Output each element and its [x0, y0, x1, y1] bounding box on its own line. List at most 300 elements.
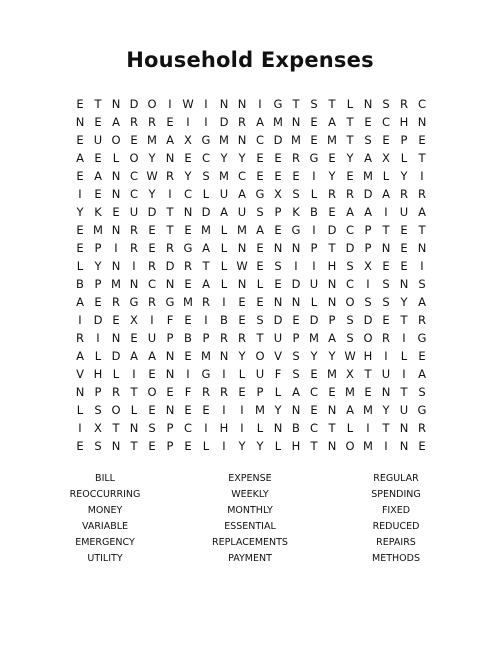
grid-letter: R [202, 385, 210, 399]
grid-letter: N [399, 439, 409, 453]
grid-letter: R [220, 385, 228, 399]
page-title: Household Expenses [126, 48, 374, 72]
grid-letter: P [94, 277, 102, 291]
grid-letter: E [274, 151, 282, 165]
grid-letter: H [291, 439, 301, 453]
grid-letter: I [312, 169, 316, 183]
grid-letter: S [346, 259, 354, 273]
grid-letter: O [363, 331, 373, 345]
grid-letter: U [219, 187, 229, 201]
grid-letter: M [309, 331, 319, 345]
grid-letter: C [255, 133, 265, 147]
grid-letter: E [76, 133, 84, 147]
grid-letter: A [202, 277, 210, 291]
grid-letter: C [345, 223, 355, 237]
grid-letter: S [418, 277, 426, 291]
grid-letter: D [201, 205, 211, 219]
grid-letter: N [75, 115, 85, 129]
grid-letter: E [184, 403, 192, 417]
grid-letter: N [417, 115, 427, 129]
grid-letter: A [256, 115, 264, 129]
grid-row [71, 185, 431, 203]
grid-letter: I [402, 331, 406, 345]
grid-letter: I [186, 367, 190, 381]
grid-letter: D [291, 277, 301, 291]
grid-letter: L [220, 259, 228, 273]
grid-row [71, 131, 431, 149]
grid-letter: N [291, 115, 301, 129]
grid-letter: L [130, 403, 138, 417]
grid-letter: E [94, 187, 102, 201]
grid-letter: I [294, 259, 298, 273]
grid-letter: S [292, 367, 300, 381]
grid-letter: K [292, 205, 300, 219]
grid-letter: E [130, 133, 138, 147]
grid-letter: R [418, 421, 426, 435]
grid-letter: Y [382, 403, 390, 417]
grid-letter: N [237, 241, 247, 255]
grid-letter: O [129, 151, 139, 165]
word-list-item: UTILITY [87, 553, 123, 564]
grid-letter: U [237, 205, 247, 219]
grid-letter: E [76, 241, 84, 255]
grid-letter: R [184, 259, 192, 273]
grid-letter: B [310, 205, 318, 219]
grid-letter: N [417, 241, 427, 255]
grid-letter: P [202, 331, 210, 345]
grid-letter: M [345, 385, 355, 399]
grid-letter: A [202, 241, 210, 255]
grid-letter: N [219, 97, 229, 111]
grid-letter: I [240, 421, 244, 435]
grid-letter: T [130, 385, 138, 399]
grid-letter: S [94, 439, 102, 453]
grid-letter: D [129, 97, 139, 111]
grid-letter: A [76, 151, 84, 165]
grid-letter: N [381, 385, 391, 399]
grid-letter: E [274, 277, 282, 291]
grid-letter: C [237, 169, 247, 183]
letter-grid [71, 95, 431, 455]
grid-letter: E [76, 439, 84, 453]
grid-letter: O [345, 439, 355, 453]
grid-letter: N [273, 295, 283, 309]
grid-letter: T [400, 385, 408, 399]
word-list-item: FIXED [381, 505, 411, 516]
grid-letter: T [418, 151, 426, 165]
grid-letter: M [201, 223, 211, 237]
grid-letter: X [364, 259, 372, 273]
grid-letter: D [93, 313, 103, 327]
grid-letter: I [258, 97, 262, 111]
grid-letter: Y [400, 169, 408, 183]
grid-letter: E [184, 313, 192, 327]
grid-letter: E [148, 439, 156, 453]
grid-row [71, 419, 431, 437]
grid-letter: T [346, 115, 354, 129]
grid-letter: I [222, 295, 226, 309]
grid-letter: N [381, 241, 391, 255]
grid-letter: T [166, 223, 174, 237]
grid-row [71, 383, 431, 401]
grid-letter: A [418, 367, 426, 381]
grid-letter: N [291, 295, 301, 309]
grid-letter: L [310, 295, 318, 309]
grid-letter: R [238, 331, 246, 345]
grid-letter: P [256, 385, 264, 399]
grid-letter: E [274, 223, 282, 237]
grid-row [71, 113, 431, 131]
grid-letter: E [382, 313, 390, 327]
grid-letter: M [363, 169, 373, 183]
grid-letter: I [384, 205, 388, 219]
grid-letter: B [184, 331, 192, 345]
grid-letter: M [327, 133, 337, 147]
grid-letter: T [256, 331, 264, 345]
grid-letter: S [94, 403, 102, 417]
grid-letter: F [184, 385, 192, 399]
grid-letter: Y [94, 259, 102, 273]
grid-letter: D [327, 223, 337, 237]
grid-letter: M [111, 277, 121, 291]
grid-letter: A [418, 205, 426, 219]
grid-letter: R [130, 223, 138, 237]
grid-letter: S [274, 259, 282, 273]
grid-letter: S [382, 97, 390, 111]
grid-letter: I [204, 97, 208, 111]
word-list-item: BILL [95, 473, 115, 484]
grid-letter: E [256, 259, 264, 273]
word-list-item: REOCCURRING [69, 489, 141, 500]
grid-letter: I [78, 187, 82, 201]
grid-letter: M [93, 223, 103, 237]
grid-letter: E [256, 241, 264, 255]
grid-letter: L [202, 439, 210, 453]
grid-letter: U [147, 331, 157, 345]
grid-letter: U [273, 331, 283, 345]
grid-letter: A [418, 295, 426, 309]
grid-letter: E [328, 205, 336, 219]
grid-letter: L [400, 349, 408, 363]
grid-letter: T [130, 439, 138, 453]
grid-letter: E [310, 403, 318, 417]
grid-letter: C [201, 151, 211, 165]
grid-letter: Y [76, 205, 84, 219]
grid-row [71, 275, 431, 293]
grid-letter: A [346, 403, 354, 417]
grid-letter: E [238, 385, 246, 399]
grid-letter: H [363, 349, 373, 363]
grid-letter: L [112, 367, 120, 381]
grid-letter: I [312, 223, 316, 237]
grid-letter: H [327, 259, 337, 273]
grid-letter: R [148, 115, 156, 129]
grid-row [71, 311, 431, 329]
grid-letter: T [166, 205, 174, 219]
grid-letter: E [292, 313, 300, 327]
grid-letter: L [76, 259, 84, 273]
grid-letter: E [148, 241, 156, 255]
grid-row [71, 257, 431, 275]
grid-letter: L [346, 97, 354, 111]
grid-letter: O [111, 133, 121, 147]
grid-letter: E [112, 205, 120, 219]
grid-letter: S [292, 187, 300, 201]
word-list-item: REDUCED [372, 521, 420, 532]
grid-letter: E [112, 313, 120, 327]
grid-letter: N [111, 223, 121, 237]
grid-letter: I [96, 331, 100, 345]
grid-letter: E [400, 223, 408, 237]
grid-letter: U [255, 367, 265, 381]
grid-letter: Y [238, 349, 246, 363]
grid-row [71, 347, 431, 365]
grid-letter: S [202, 169, 210, 183]
grid-letter: L [112, 151, 120, 165]
grid-letter: H [219, 421, 229, 435]
grid-letter: T [328, 97, 336, 111]
word-list-item: REGULAR [373, 473, 419, 484]
grid-letter: T [400, 313, 408, 327]
grid-letter: M [201, 349, 211, 363]
grid-letter: N [219, 349, 229, 363]
grid-letter: E [94, 151, 102, 165]
grid-letter: S [256, 313, 264, 327]
word-list-item: MONTHLY [227, 505, 273, 516]
grid-row [71, 149, 431, 167]
grid-letter: P [364, 241, 372, 255]
grid-letter: L [346, 421, 354, 435]
grid-letter: A [346, 205, 354, 219]
grid-letter: X [94, 421, 102, 435]
grid-row [71, 365, 431, 383]
grid-letter: X [184, 133, 192, 147]
grid-letter: E [238, 295, 246, 309]
grid-letter: E [184, 439, 192, 453]
grid-row [71, 167, 431, 185]
grid-letter: I [420, 259, 424, 273]
grid-letter: E [274, 169, 282, 183]
grid-letter: Y [148, 151, 156, 165]
grid-letter: I [222, 367, 226, 381]
grid-letter: G [201, 133, 211, 147]
grid-letter: E [166, 385, 174, 399]
grid-letter: N [363, 97, 373, 111]
grid-letter: E [256, 169, 264, 183]
grid-letter: L [400, 151, 408, 165]
grid-letter: R [328, 187, 336, 201]
grid-letter: A [112, 115, 120, 129]
grid-letter: T [382, 421, 390, 435]
word-list-item: SPENDING [371, 489, 421, 500]
word-list-item: ESSENTIAL [224, 521, 276, 532]
grid-letter: U [309, 277, 319, 291]
grid-letter: R [76, 331, 84, 345]
grid-letter: R [112, 385, 120, 399]
grid-letter: T [94, 97, 102, 111]
grid-letter: R [166, 169, 174, 183]
grid-letter: E [382, 259, 390, 273]
grid-letter: L [220, 223, 228, 237]
grid-letter: A [76, 349, 84, 363]
grid-letter: G [183, 241, 193, 255]
grid-letter: L [220, 241, 228, 255]
grid-letter: X [274, 187, 282, 201]
grid-letter: L [76, 403, 84, 417]
grid-letter: S [382, 277, 390, 291]
grid-letter: S [418, 385, 426, 399]
grid-letter: M [183, 295, 193, 309]
grid-letter: I [222, 439, 226, 453]
grid-letter: D [219, 115, 229, 129]
grid-letter: E [148, 403, 156, 417]
word-list-item: PAYMENT [228, 553, 272, 564]
grid-letter: E [256, 295, 264, 309]
grid-letter: E [292, 169, 300, 183]
grid-letter: Y [148, 187, 156, 201]
grid-row [71, 401, 431, 419]
grid-letter: P [292, 331, 300, 345]
grid-letter: X [382, 151, 390, 165]
word-column [25, 471, 185, 567]
grid-letter: N [291, 241, 301, 255]
grid-letter: N [111, 259, 121, 273]
grid-letter: D [165, 259, 175, 273]
grid-letter: C [309, 421, 319, 435]
grid-letter: R [346, 187, 354, 201]
grid-letter: X [346, 367, 354, 381]
grid-letter: C [129, 187, 139, 201]
word-list-item: EXPENSE [228, 473, 272, 484]
grid-letter: R [202, 295, 210, 309]
grid-letter: E [184, 277, 192, 291]
grid-letter: A [364, 205, 372, 219]
grid-letter: F [166, 313, 174, 327]
grid-letter: R [220, 331, 228, 345]
grid-letter: I [150, 313, 154, 327]
grid-letter: A [130, 349, 138, 363]
grid-letter: C [183, 421, 193, 435]
grid-letter: D [273, 313, 283, 327]
grid-letter: A [328, 331, 336, 345]
grid-letter: I [366, 421, 370, 435]
grid-letter: E [202, 403, 210, 417]
grid-row [71, 329, 431, 347]
grid-letter: Y [328, 349, 336, 363]
grid-letter: E [256, 151, 264, 165]
grid-letter: Y [274, 403, 282, 417]
grid-row [71, 293, 431, 311]
grid-letter: D [111, 349, 121, 363]
grid-letter: S [346, 331, 354, 345]
grid-letter: C [381, 115, 391, 129]
grid-row [71, 203, 431, 221]
word-list-item: VARIABLE [81, 521, 129, 532]
grid-letter: A [364, 151, 372, 165]
grid-letter: D [363, 187, 373, 201]
grid-letter: E [364, 115, 372, 129]
grid-letter: N [75, 385, 85, 399]
grid-letter: T [364, 367, 372, 381]
grid-letter: E [418, 439, 426, 453]
grid-letter: T [418, 223, 426, 237]
grid-letter: E [400, 259, 408, 273]
grid-letter: G [273, 97, 283, 111]
grid-letter: N [237, 97, 247, 111]
grid-letter: R [400, 187, 408, 201]
grid-letter: N [111, 439, 121, 453]
grid-letter: R [292, 151, 300, 165]
grid-letter: I [420, 169, 424, 183]
grid-letter: M [291, 133, 301, 147]
grid-letter: I [240, 403, 244, 417]
grid-letter: Y [346, 151, 354, 165]
grid-letter: E [418, 349, 426, 363]
grid-letter: L [202, 187, 210, 201]
grid-letter: G [309, 151, 319, 165]
grid-letter: N [327, 403, 337, 417]
grid-letter: V [274, 349, 282, 363]
grid-letter: E [328, 385, 336, 399]
grid-letter: I [186, 115, 190, 129]
grid-letter: N [111, 97, 121, 111]
grid-letter: B [76, 277, 84, 291]
grid-letter: K [94, 205, 102, 219]
grid-letter: S [364, 295, 372, 309]
grid-letter: M [237, 223, 247, 237]
grid-letter: C [345, 277, 355, 291]
grid-letter: N [111, 187, 121, 201]
grid-letter: I [132, 367, 136, 381]
grid-letter: U [129, 205, 139, 219]
grid-letter: G [417, 331, 427, 345]
grid-row [71, 437, 431, 455]
grid-letter: A [238, 187, 246, 201]
grid-letter: T [328, 241, 336, 255]
grid-letter: P [328, 313, 336, 327]
grid-letter: L [256, 421, 264, 435]
grid-letter: I [78, 421, 82, 435]
grid-letter: R [166, 241, 174, 255]
grid-letter: Y [238, 151, 246, 165]
grid-letter: G [291, 223, 301, 237]
grid-letter: P [166, 439, 174, 453]
grid-letter: N [111, 331, 121, 345]
grid-letter: T [292, 97, 300, 111]
grid-letter: O [345, 295, 355, 309]
grid-letter: R [148, 295, 156, 309]
grid-letter: E [184, 223, 192, 237]
grid-letter: T [202, 259, 210, 273]
grid-letter: U [399, 403, 409, 417]
grid-letter: H [399, 115, 409, 129]
grid-letter: E [76, 223, 84, 237]
grid-letter: N [273, 421, 283, 435]
grid-letter: I [312, 259, 316, 273]
grid-letter: L [274, 439, 282, 453]
grid-letter: W [146, 169, 158, 183]
grid-letter: I [366, 277, 370, 291]
grid-letter: R [130, 115, 138, 129]
grid-letter: W [344, 349, 356, 363]
grid-letter: L [220, 277, 228, 291]
grid-letter: M [363, 439, 373, 453]
grid-letter: N [165, 349, 175, 363]
grid-letter: A [220, 205, 228, 219]
grid-letter: E [166, 115, 174, 129]
grid-letter: V [76, 367, 84, 381]
grid-letter: E [76, 169, 84, 183]
